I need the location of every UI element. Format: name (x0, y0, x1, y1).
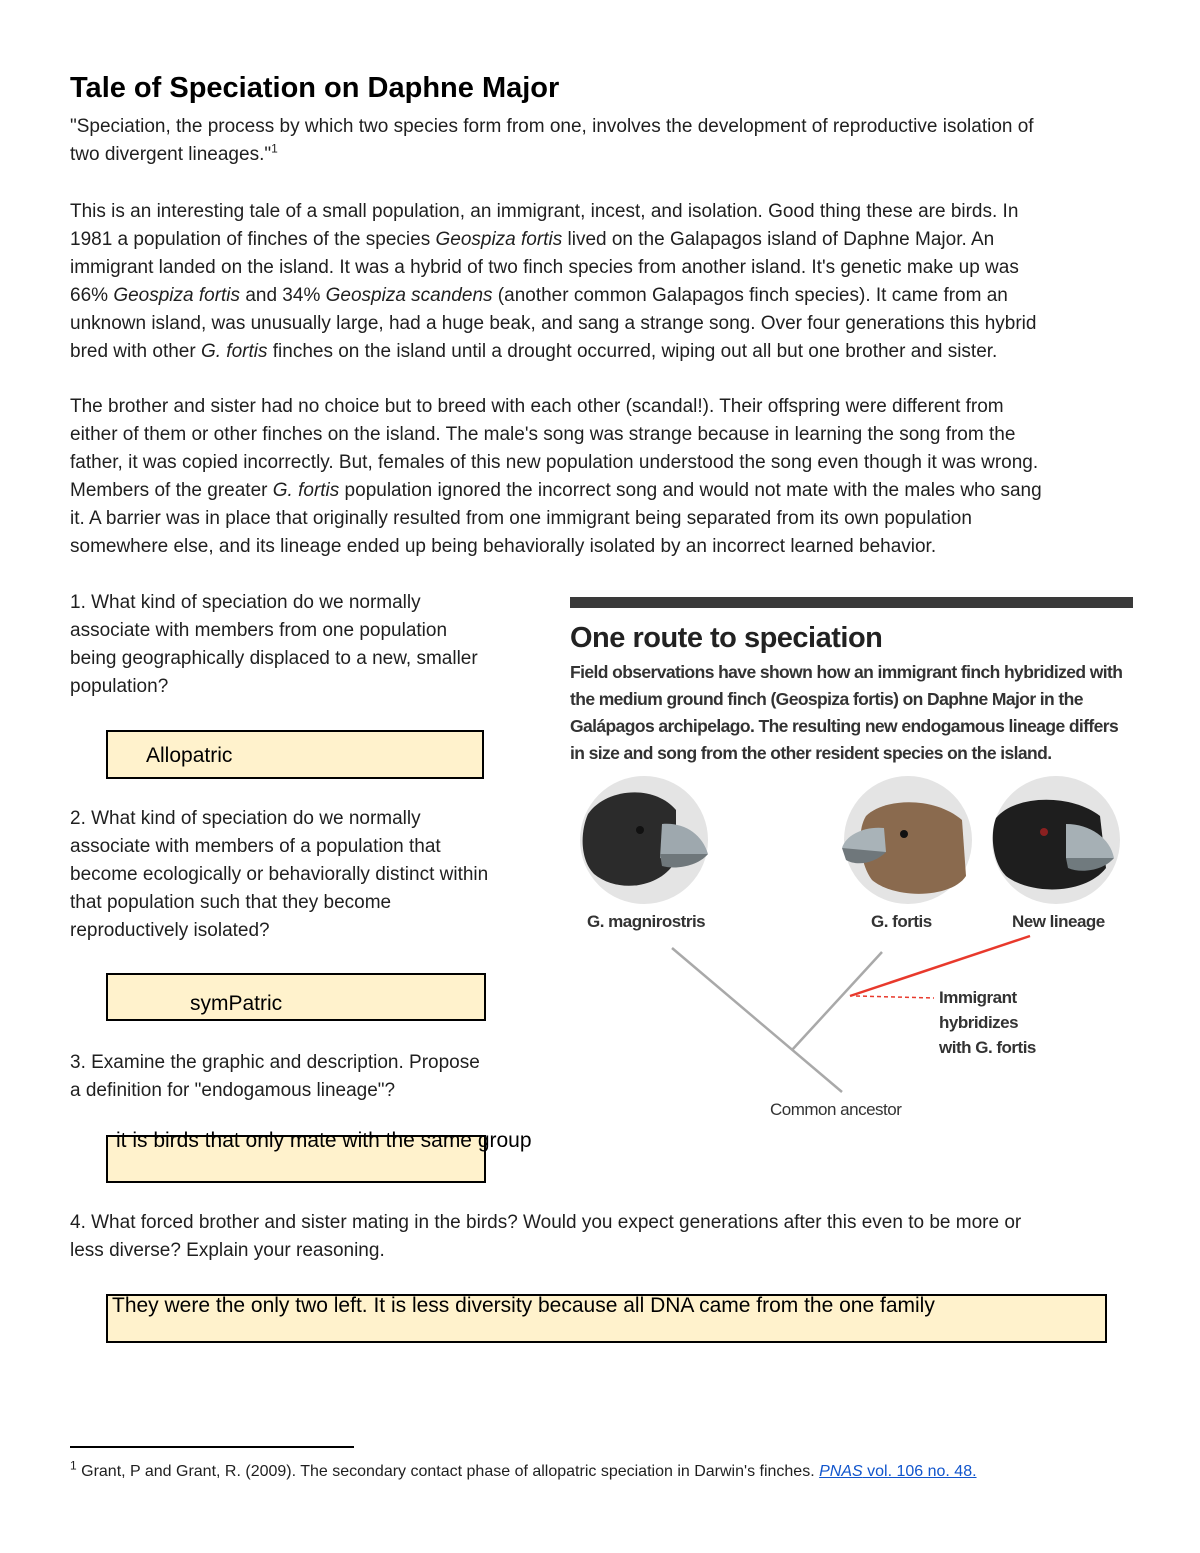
answer-text-3: it is birds that only mate with the same group (116, 1129, 532, 1152)
answer-box-2[interactable] (106, 973, 486, 1021)
intro-line: "Speciation, the process by which two species form from one, involves the development of reproductive isolation of (70, 116, 1034, 137)
journal-name[interactable]: PNAS (819, 1463, 863, 1480)
paragraph-line: The brother and sister had no choice but to breed with each other (scandal!). Their offspring were different from (70, 396, 1004, 417)
caption-line: Field observations have shown how an immigrant finch hybridized with (570, 662, 1123, 682)
answer-text-4: They were the only two left. It is less diversity because all DNA came from the one family (112, 1294, 935, 1317)
g-magnirostris-finch-icon (580, 776, 708, 904)
paragraph-line: father, it was copied incorrectly. But, females of this new population understood the song even though it was wrong. (70, 452, 1039, 473)
label-g-magnirostris: G. magnirostris (587, 912, 706, 931)
question-3 (70, 1049, 540, 1105)
footnote-ref[interactable]: 1 (271, 141, 278, 156)
label-immigrant-hybridizes (939, 985, 1036, 1060)
paragraph-line: somewhere else, and its lineage ended up being behaviorally isolated by an incorrect learned behavior. (70, 536, 937, 557)
paragraph-line: either of them or other finches on the island. The male's song was strange because in learning the song from the (70, 424, 1016, 445)
branch-fortis (792, 952, 882, 1050)
immigrant-label-line: hybridizes (939, 1013, 1019, 1032)
paragraph-line: immigrant landed on the island. It was a hybrid of two finch species from another island. It's genetic make up was (70, 257, 1019, 278)
answer-text-1: Allopatric (146, 744, 233, 767)
question-line: 1. What kind of speciation do we normally (70, 592, 421, 613)
paragraph-line: bred with other G. fortis finches on the island until a drought occurred, wiping out all but one brother and sister. (70, 341, 998, 362)
footnote-link[interactable] (819, 1463, 976, 1480)
footnote-divider (70, 1446, 354, 1448)
answer-box-1[interactable] (106, 730, 484, 779)
question-line: 4. What forced brother and sister mating in the birds? Would you expect generations after this even to be more or (70, 1212, 1022, 1233)
new-lineage-finch-icon (992, 776, 1120, 904)
g-fortis-finch-icon (842, 776, 972, 904)
question-line: 3. Examine the graphic and description. Propose (70, 1052, 480, 1073)
paragraph-line: unknown island, was unusually large, had a huge beak, and sang a strange song. Over four generations this hybrid (70, 313, 1037, 334)
branch-magnirostris (672, 948, 842, 1092)
label-new-lineage: New lineage (1012, 912, 1105, 931)
footnote (70, 1458, 977, 1481)
immigrant-label-line: with G. fortis (939, 1038, 1036, 1057)
answer-box-3[interactable] (106, 1129, 532, 1183)
figure-title: One route to speciation (570, 622, 883, 654)
story-paragraph-2 (70, 393, 1042, 561)
question-line: become ecologically or behaviorally distinct within (70, 864, 489, 885)
answer-text-2: symPatric (190, 992, 283, 1015)
caption-line: Galápagos archipelago. The resulting new endogamous lineage differs (570, 716, 1119, 736)
question-4 (70, 1209, 1150, 1265)
answer-box-4[interactable] (106, 1294, 1107, 1343)
question-1 (70, 589, 540, 701)
question-line: that population such that they become (70, 892, 392, 913)
immigrant-pointer (856, 996, 934, 998)
question-line: being geographically displaced to a new, smaller (70, 648, 478, 669)
label-g-fortis: G. fortis (871, 912, 932, 931)
figure-top-bar (570, 597, 1133, 608)
finch-phylogeny-diagram (566, 770, 1138, 1130)
question-2 (70, 805, 540, 945)
paragraph-line: This is an interesting tale of a small population, an immigrant, incest, and isolation. Good thing these are birds. In (70, 201, 1019, 222)
question-line: reproductively isolated? (70, 920, 270, 941)
intro-line: two divergent lineages."$^1$ (70, 141, 278, 165)
journal-volume[interactable]: vol. 106 no. 48. (862, 1463, 977, 1480)
paragraph-line: Members of the greater G. fortis population ignored the incorrect song and would not mate with the males who sang (70, 480, 1042, 501)
immigrant-label-line: Immigrant (939, 988, 1017, 1007)
intro-quote (70, 113, 1034, 169)
footnote-mark: 1 (70, 1458, 77, 1473)
story-paragraph-1 (70, 198, 1036, 366)
label-common-ancestor: Common ancestor (770, 1100, 902, 1119)
paragraph-line: it. A barrier was in place that originally resulted from one immigrant being separated from its own population (70, 508, 972, 529)
question-line: associate with members of a population that (70, 836, 441, 857)
caption-line: in size and song from the other resident species on the island. (570, 743, 1052, 763)
question-line: less diverse? Explain your reasoning. (70, 1240, 385, 1261)
figure-caption (570, 659, 1140, 767)
question-line: 2. What kind of speciation do we normally (70, 808, 421, 829)
question-line: associate with members from one population (70, 620, 448, 641)
footnote-text: Grant, P and Grant, R. (2009). The secondary contact phase of allopatric speciation in Darwin's finches. (76, 1463, 820, 1480)
paragraph-line: 1981 a population of finches of the species Geospiza fortis lived on the Galapagos island of Daphne Major. An (70, 229, 995, 250)
caption-line: the medium ground finch (Geospiza fortis) on Daphne Major in the (570, 689, 1083, 709)
page-title: Tale of Speciation on Daphne Major (70, 72, 560, 104)
question-line: population? (70, 676, 169, 697)
paragraph-line: 66% Geospiza fortis and 34% Geospiza scandens (another common Galapagos finch species). It came from an (70, 285, 1008, 306)
question-line: a definition for "endogamous lineage"? (70, 1080, 396, 1101)
